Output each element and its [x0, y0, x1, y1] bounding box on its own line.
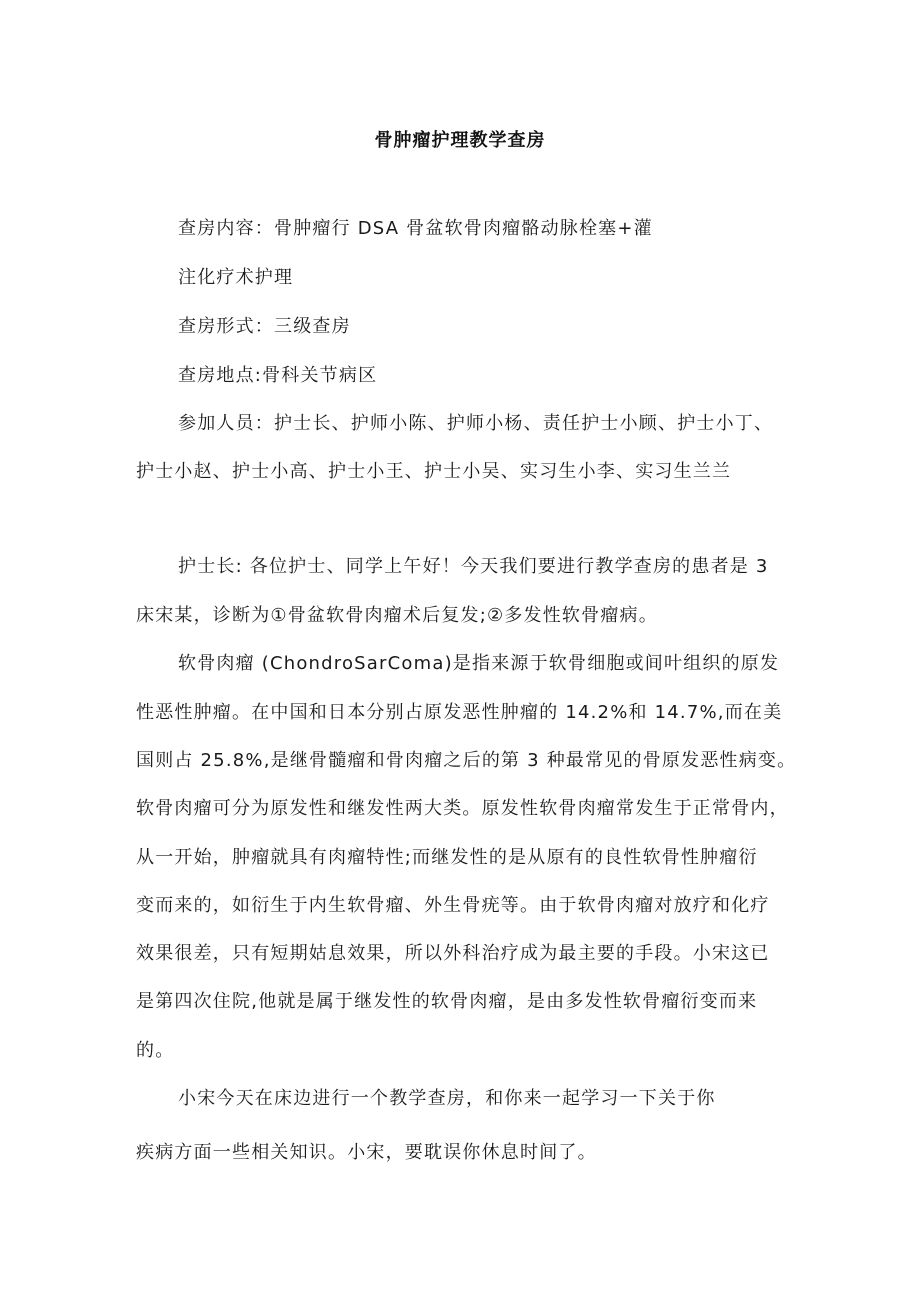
- paragraph-line: 从一开始，肿瘤就具有肉瘤特性;而继发性的是从原有的良性软骨性肿瘤衍: [136, 847, 758, 868]
- rounds-content-line-cont: 注化疗术护理: [178, 267, 294, 288]
- participants-line: 参加人员：护士长、护师小陈、护师小杨、责任护士小顾、护士小丁、: [178, 413, 774, 434]
- paragraph-line: 床宋某，诊断为①骨盆软骨肉瘤术后复发;②多发性软骨瘤病。: [136, 605, 658, 626]
- paragraph-line: 软骨肉瘤可分为原发性和继发性两大类。原发性软骨肉瘤常发生于正常骨内，: [136, 798, 789, 819]
- document-title: 骨肿瘤护理教学查房: [374, 130, 546, 151]
- paragraph-line: 是第四次住院,他就是属于继发性的软骨肉瘤，是由多发性软骨瘤衍变而来: [136, 991, 758, 1012]
- paragraph-line: 疾病方面一些相关知识。小宋，要耽误你休息时间了。: [136, 1142, 597, 1163]
- rounds-location-line: 查房地点:骨科关节病区: [178, 365, 378, 386]
- paragraph-line: 的。: [136, 1040, 175, 1061]
- paragraph-line: 性恶性肿瘤。在中国和日本分别占原发恶性肿瘤的 14.2%和 14.7%,而在美: [136, 702, 783, 723]
- paragraph-line: 护士长: 各位护士、同学上午好！今天我们要进行教学查房的患者是 3: [178, 556, 769, 577]
- paragraph-line: 变而来的，如衍生于内生软骨瘤、外生骨疣等。由于软骨肉瘤对放疗和化疗: [136, 895, 770, 916]
- paragraph-line: 国则占 25.8%,是继骨髓瘤和骨肉瘤之后的第 3 种最常见的骨原发恶性病变。: [136, 750, 797, 771]
- paragraph-line: 软骨肉瘤 (ChondroSarComa)是指来源于软骨细胞或间叶组织的原发: [178, 653, 780, 674]
- participants-line-cont: 护士小赵、护士小高、护士小王、护士小吴、实习生小李、实习生兰兰: [136, 461, 732, 482]
- paragraph-line: 效果很差，只有短期姑息效果，所以外科治疗成为最主要的手段。小宋这已: [136, 943, 770, 964]
- paragraph-line: 小宋今天在床边进行一个教学查房，和你来一起学习一下关于你: [178, 1088, 716, 1109]
- rounds-content-line: 查房内容：骨肿瘤行 DSA 骨盆软骨肉瘤骼动脉栓塞+灌: [178, 218, 653, 239]
- rounds-format-line: 查房形式：三级查房: [178, 316, 351, 337]
